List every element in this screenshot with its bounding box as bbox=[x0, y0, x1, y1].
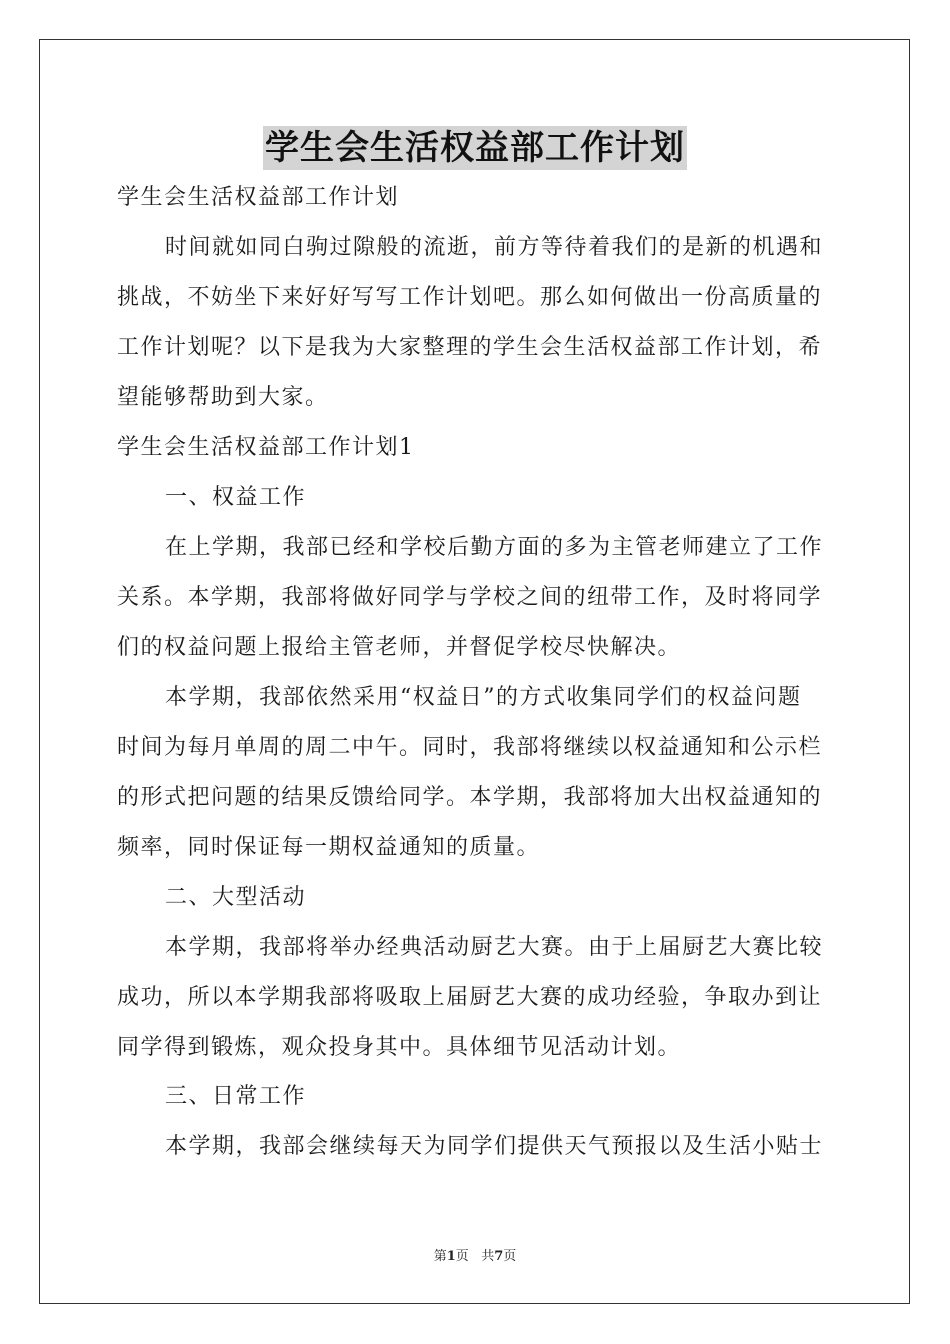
footer-page-prefix: 第 bbox=[433, 1249, 447, 1264]
paragraph-line: 挑战，不妨坐下来好好写写工作计划吧。那么如何做出一份高质量的 bbox=[117, 285, 823, 310]
paragraph-line: 成功，所以本学期我部将吸取上届厨艺大赛的成功经验，争取办到让 bbox=[117, 985, 823, 1010]
footer-total-suffix: 页 bbox=[503, 1249, 517, 1264]
subtitle-line: 学生会生活权益部工作计划 bbox=[117, 185, 400, 210]
document-title: 学生会生活权益部工作计划 bbox=[265, 128, 685, 168]
paragraph-line: 在上学期，我部已经和学校后勤方面的多为主管老师建立了工作 bbox=[165, 535, 824, 560]
subsection-heading: 三、日常工作 bbox=[165, 1084, 307, 1109]
footer-total-prefix: 共 bbox=[481, 1249, 495, 1264]
section-heading: 学生会生活权益部工作计划1 bbox=[117, 435, 415, 460]
footer-total-pages: 7 bbox=[494, 1249, 504, 1264]
subsection-heading: 二、大型活动 bbox=[165, 885, 307, 910]
paragraph-line: 本学期，我部会继续每天为同学们提供天气预报以及生活小贴士 bbox=[165, 1134, 824, 1159]
paragraph-line: 本学期，我部将举办经典活动厨艺大赛。由于上届厨艺大赛比较 bbox=[165, 935, 824, 960]
paragraph-line: 们的权益问题上报给主管老师，并督促学校尽快解决。 bbox=[117, 635, 682, 660]
paragraph-line: 同学得到锻炼，观众投身其中。具体细节见活动计划。 bbox=[117, 1035, 682, 1060]
paragraph-line: 时间为每月单周的周二中午。同时，我部将继续以权益通知和公示栏 bbox=[117, 735, 823, 760]
paragraph-line: 望能够帮助到大家。 bbox=[117, 385, 329, 410]
page-border bbox=[39, 39, 910, 1304]
paragraph-line: 工作计划呢？以下是我为大家整理的学生会生活权益部工作计划，希 bbox=[117, 335, 823, 360]
paragraph-line: 频率，同时保证每一期权益通知的质量。 bbox=[117, 835, 541, 860]
footer-page-suffix: 页 bbox=[455, 1249, 469, 1264]
subsection-heading: 一、权益工作 bbox=[165, 485, 307, 510]
footer-page-number: 1 bbox=[446, 1249, 456, 1264]
paragraph-line: 的形式把问题的结果反馈给同学。本学期，我部将加大出权益通知的 bbox=[117, 785, 823, 810]
paragraph-line: 关系。本学期，我部将做好同学与学校之间的纽带工作，及时将同学 bbox=[117, 585, 823, 610]
page-footer bbox=[0, 1248, 950, 1266]
paragraph-line: 本学期，我部依然采用“权益日”的方式收集同学们的权益问题 bbox=[165, 685, 802, 710]
paragraph-line: 时间就如同白驹过隙般的流逝，前方等待着我们的是新的机遇和 bbox=[165, 235, 824, 260]
title-container bbox=[0, 126, 950, 170]
